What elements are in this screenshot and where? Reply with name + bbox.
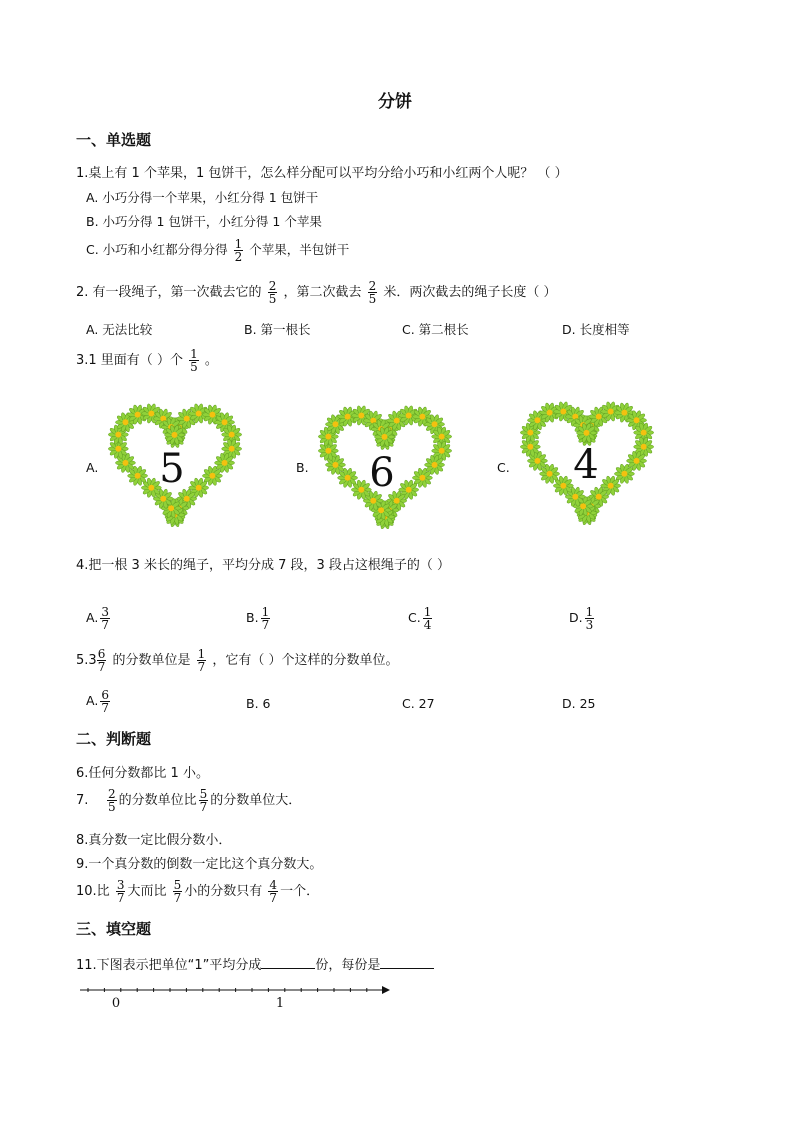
option-c-text-pre: C. 小巧和小红都分得分得 (86, 242, 228, 257)
section-heading-true-false: 二、判断题 (76, 730, 152, 748)
flower-heart-a[interactable] (108, 398, 242, 532)
question-4-option-b[interactable]: B. $\frac{1}{7}$ (246, 605, 270, 632)
page-title: 分饼 (378, 92, 412, 112)
question-5-stem: 5.3 $\frac{6}{7}$ 的分数单位是 $\frac{1}{7}$ ，它有（ ）个这样的分数单位。 (76, 647, 399, 674)
number-line (76, 980, 396, 1014)
question-3-option-c-label[interactable]: C. (497, 460, 510, 475)
question-5-option-b[interactable]: B. 6 (246, 696, 271, 711)
question-2-option-c[interactable]: C. 第二根长 (402, 322, 469, 337)
heart-number: 4 (573, 442, 599, 488)
fraction: $\frac{1}{2}$ (234, 237, 243, 264)
fraction: $\frac{3}{7}$ (116, 878, 125, 905)
answer-blank-2[interactable] (380, 956, 434, 969)
fraction: $\frac{3}{7}$ (101, 605, 109, 632)
heart-number: 6 (369, 450, 395, 496)
q2-text-post: 米．两次截去的绳子长度（ ） (383, 285, 557, 300)
fraction: $\frac{1}{3}$ (585, 605, 594, 632)
question-3-stem (76, 348, 218, 373)
flower-heart-c[interactable] (520, 396, 654, 530)
question-2-option-a[interactable]: A. 无法比较 (86, 322, 153, 337)
fraction: $\frac{1}{7}$ (261, 605, 270, 632)
answer-blank-1[interactable] (261, 956, 315, 969)
heart-number: 5 (159, 446, 185, 492)
question-5-option-a[interactable]: A. $\frac{6}{7}$ (86, 688, 109, 715)
tick-label-1: 1 (275, 996, 285, 1011)
fraction: $\frac{6}{7}$ (97, 647, 106, 674)
q2-text-pre: 2. 有一段绳子，第一次截去它的 (76, 285, 262, 300)
question-4-stem: 4.把一根 3 米长的绳子，平均分成 7 段，3 段占这根绳子的（ ） (76, 558, 451, 573)
question-3-option-b-label[interactable]: B. (296, 460, 309, 475)
question-3-option-a-label[interactable]: A. (86, 460, 99, 475)
question-4-option-a[interactable]: A. $\frac{3}{7}$ (86, 605, 109, 632)
question-8: 8.真分数一定比假分数小． (76, 833, 232, 848)
question-2-stem (76, 280, 557, 305)
fraction: $\frac{5}{7}$ (173, 878, 182, 905)
question-7: 7. $\frac{2}{5}$ 的分数单位比 $\frac{5}{7}$ 的分数单位大． (76, 787, 302, 814)
question-6: 6.任何分数都比 1 小。 (76, 766, 209, 781)
fraction: $\frac{1}{5}$ (190, 347, 198, 374)
q3-text-pre: 3.1 里面有（ ）个 (76, 353, 183, 368)
q3-text-post: 。 (204, 353, 218, 368)
question-5-option-c[interactable]: C. 27 (402, 696, 435, 711)
tick-label-0: 0 (111, 996, 121, 1011)
question-2-option-b[interactable]: B. 第一根长 (244, 322, 311, 337)
q2-text-mid: ，第二次截去 (283, 285, 362, 300)
fraction: $\frac{5}{7}$ (199, 787, 208, 814)
question-9: 9.一个真分数的倒数一定比这个真分数大。 (76, 857, 323, 872)
question-2-option-d[interactable]: D. 长度相等 (562, 322, 630, 337)
question-11-stem: 11.下图表示把单位“1”平均分成 份，每份是 (76, 954, 434, 973)
section-heading-single-choice: 一、单选题 (76, 131, 152, 149)
question-10: 10.比 $\frac{3}{7}$ 大而比 $\frac{5}{7}$ 小的分数只有 $\frac{4}{7}$ 一个． (76, 878, 320, 905)
fraction: $\frac{6}{7}$ (101, 688, 109, 715)
flower-heart-b[interactable] (318, 400, 452, 534)
fraction: $\frac{4}{7}$ (269, 878, 278, 905)
fraction: $\frac{2}{5}$ (368, 279, 377, 306)
question-1-option-c[interactable] (86, 238, 349, 263)
question-4-option-c[interactable]: C. $\frac{1}{4}$ (408, 605, 432, 632)
question-1-stem: 1.桌上有 1 个苹果，1 包饼干，怎么样分配可以平均分给小巧和小红两个人呢？ （ ） (76, 166, 568, 181)
fraction: $\frac{1}{4}$ (423, 605, 432, 632)
fraction: $\frac{1}{7}$ (197, 647, 206, 674)
fraction: $\frac{2}{5}$ (268, 279, 277, 306)
section-heading-fill-blank: 三、填空题 (76, 920, 152, 938)
question-4-option-d[interactable]: D. $\frac{1}{3}$ (569, 605, 594, 632)
option-c-text-post: 个苹果，半包饼干 (249, 242, 350, 257)
question-5-option-d[interactable]: D. 25 (562, 696, 596, 711)
fraction: $\frac{2}{5}$ (107, 787, 116, 814)
question-1-option-a[interactable]: A. 小巧分得一个苹果，小红分得 1 包饼干 (86, 190, 319, 205)
question-1-option-b[interactable]: B. 小巧分得 1 包饼干，小红分得 1 个苹果 (86, 214, 322, 229)
